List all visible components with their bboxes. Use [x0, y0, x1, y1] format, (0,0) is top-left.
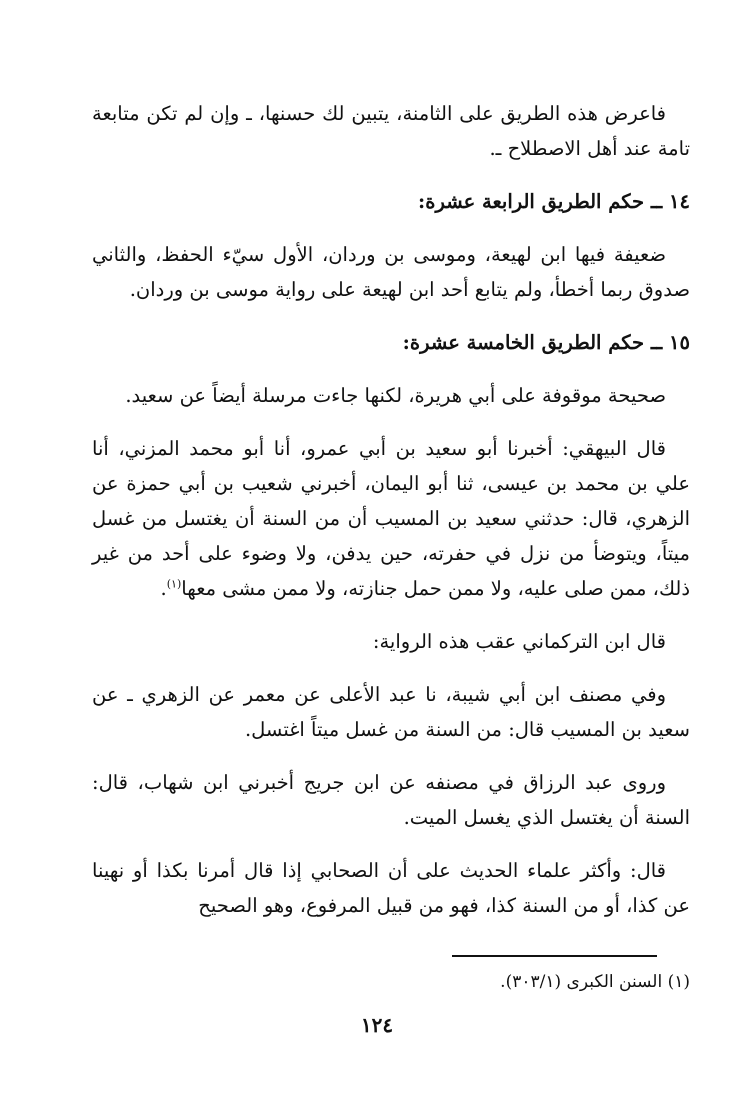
paragraph-7: قال ابن التركماني عقب هذه الرواية: [372, 630, 666, 653]
body-text [92, 96, 690, 923]
footnote: (١) السنن الكبرى (٣٠٣/١). [500, 972, 690, 992]
paragraph-8: وفي مصنف ابن أبي شيبة، نا عبد الأعلى عن معمر عن الزهري ـ عن سعيد بن المسيب قال: من السنة من غسل ميتاً اغتسل. [92, 683, 690, 741]
paragraph-6-text: قال البيهقي: أخبرنا أبو سعيد بن أبي عمرو، أنا أبو محمد المزني، أنا علي بن محمد بن عيسى، ثنا أبو اليمان، أخبرني شعيب بن أبي حمزة عن الزهري، قال: حدثني سعيد بن المسيب أن من السنة أن يغتسل من غسل ميتاً، ويتوضأ من نزل في حفرته، حين يدفن، ولا وضوء على أحد من غير ذلك، ممن صلى عليه، ولا ممن حمل جنازته، ولا ممن مشى معها [92, 437, 690, 600]
heading-15: ١٥ ــ حكم الطريق الخامسة عشرة: [402, 331, 690, 354]
paragraph-3: ضعيفة فيها ابن لهيعة، وموسى بن وردان، الأول سيّء الحفظ، والثاني صدوق ربما أخطأ، ولم يتابع أحد ابن لهيعة على رواية موسى بن وردان. [92, 243, 690, 301]
paragraph-6 [92, 431, 690, 606]
paragraph-1: فاعرض هذه الطريق على الثامنة، يتبين لك حسنها، ـ وإن لم تكن متابعة تامة عند أهل الاصطلاح ـ. [92, 102, 690, 160]
paragraph-10: قال: وأكثر علماء الحديث على أن الصحابي إذا قال أمرنا بكذا أو نهينا عن كذا، أو من السنة كذا، فهو من قبيل المرفوع، وهو الصحيح [92, 859, 690, 917]
paragraph-9: وروى عبد الرزاق في مصنفه عن ابن جريج أخبرني ابن شهاب، قال: السنة أن يغتسل الذي يغسل الميت. [92, 771, 690, 829]
paragraph-5: صحيحة موقوفة على أبي هريرة، لكنها جاءت مرسلة أيضاً عن سعيد. [125, 384, 666, 407]
heading-14: ١٤ ــ حكم الطريق الرابعة عشرة: [418, 190, 690, 213]
footnote-divider [452, 955, 657, 957]
footnote-marker[interactable]: (١) [166, 577, 182, 591]
page-number: ١٢٤ [360, 1013, 394, 1037]
paragraph-6-end: . [160, 577, 167, 600]
